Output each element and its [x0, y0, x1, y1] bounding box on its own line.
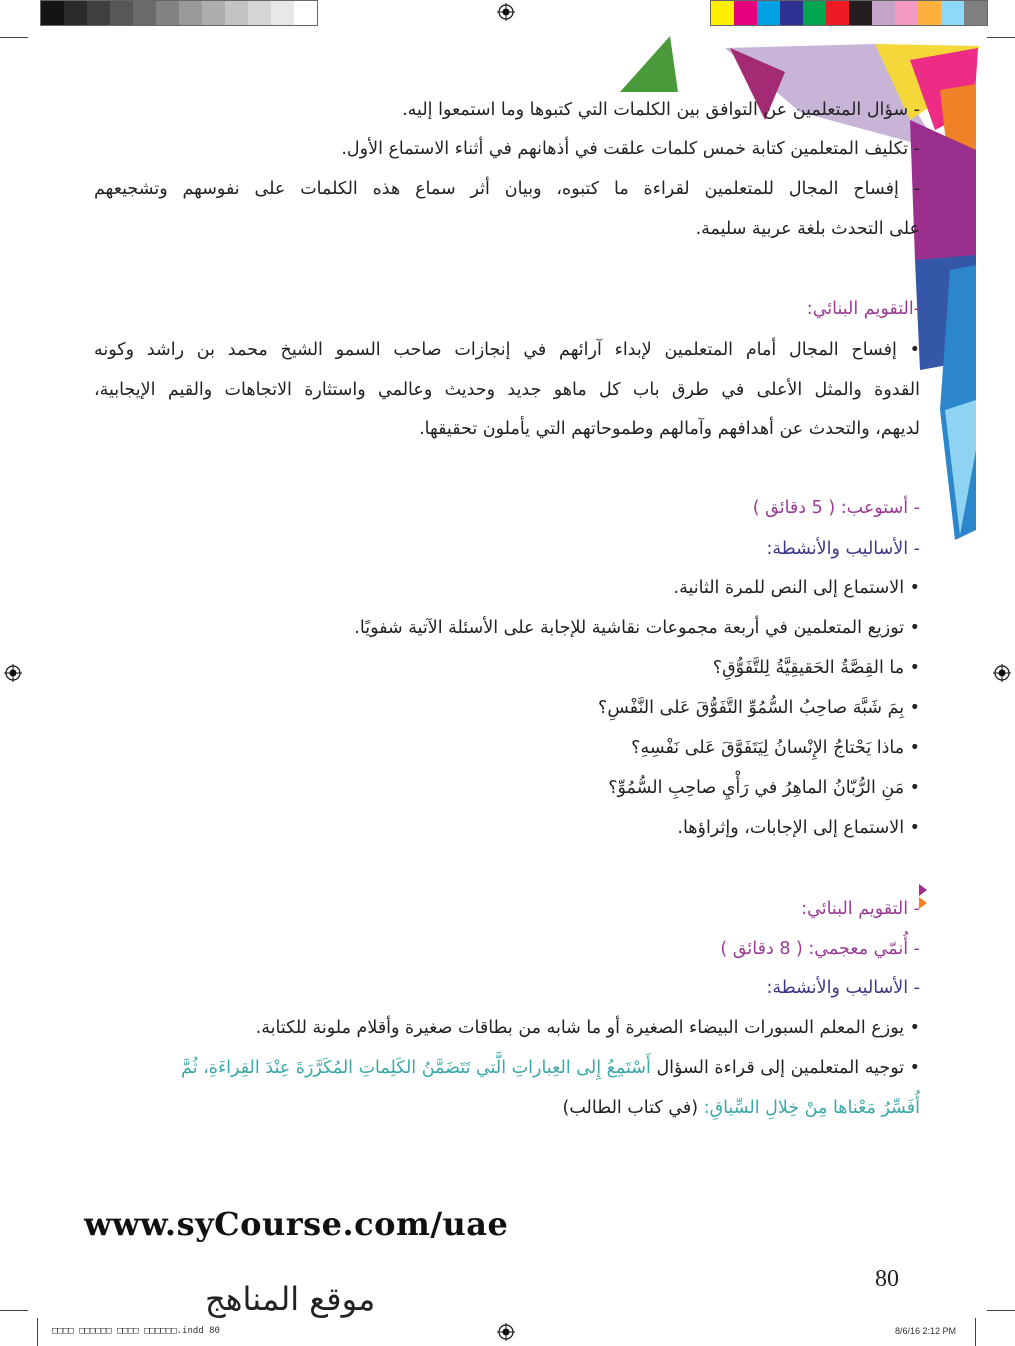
bullet-item: • ماذا يَحْتاجُ الإِنْسانُ لِيَتَفَوَّقَ عَلى نَفْسِهِ؟ — [631, 738, 920, 758]
bullet-item — [181, 1054, 920, 1082]
color-swatch — [110, 1, 133, 25]
page-number: 80 — [875, 1266, 899, 1292]
crop-mark — [0, 1310, 28, 1311]
bullet-item: • توزيع المتعلمين في أربعة مجموعات نقاشية للإجابة على الأسئلة الآتية شفويًا. — [354, 618, 920, 638]
instruction-text: • توجيه المتعلمين إلى قراءة السؤال — [656, 1058, 920, 1078]
registration-mark-icon — [497, 3, 515, 21]
color-swatch — [918, 1, 941, 25]
text-line: القدوة والمثل الأعلى في طرق باب كل ماهو جديد وحديث وعالمي واستثارة الاتجاهات والقيم الإيجابية، — [94, 380, 920, 400]
color-swatch — [248, 1, 271, 25]
site-name: موقع المناهج — [205, 1280, 376, 1318]
color-swatch — [780, 1, 803, 25]
text-line: • إفساح المجال أمام المتعلمين لإبداء آرائهم في إنجازات صاحب السمو الشيخ محمد بن راشد وكونه — [94, 340, 920, 360]
print-timestamp: 8/6/16 2:12 PM — [895, 1326, 957, 1336]
bullet-item: • يوزع المعلم السبورات البيضاء الصغيرة أو ما شابه من بطاقات صغيرة وأقلام ملونة للكتابة. — [255, 1018, 920, 1038]
color-swatch — [64, 1, 87, 25]
registration-mark-icon — [497, 1323, 515, 1341]
color-swatch — [156, 1, 179, 25]
bullet-item: • الاستماع إلى الإجابات، وإثراؤها. — [677, 818, 920, 838]
bullet-item: • بِمَ شَبَّهَ صاحِبُ السُّمُوِّ التَّفَوُّقَ عَلى النَّفْسِ؟ — [598, 698, 920, 718]
crop-mark — [987, 1310, 1015, 1311]
section-heading: - أُنمّي معجمي: ( 8 دقائق ) — [720, 939, 920, 959]
bullet-item: • الاستماع إلى النص للمرة الثانية. — [673, 578, 920, 598]
color-swatch — [225, 1, 248, 25]
section-heading: -التقويم البنائي: — [806, 299, 920, 319]
section-heading: - الأساليب والأنشطة: — [766, 978, 920, 998]
bullet-item — [563, 1094, 920, 1122]
text-line: على التحدث بلغة عربية سليمة. — [695, 219, 920, 239]
color-swatch — [271, 1, 294, 25]
quoted-question: أُفَسِّرُ مَعْناها مِنْ خِلالِ السِّياقِ: — [703, 1098, 920, 1118]
crop-mark — [975, 1318, 976, 1346]
crop-mark — [0, 37, 28, 38]
bullet-item: • مَنِ الرُّبّانُ الماهِرُ في رَأْيِ صاحِبِ السُّمُوِّ؟ — [608, 778, 920, 798]
file-name: □□□□ □□□□□□ □□□□ □□□□□□.indd 80 — [52, 1326, 220, 1336]
color-swatch — [41, 1, 64, 25]
source-note: (في كتاب الطالب) — [562, 1098, 699, 1118]
color-swatch — [179, 1, 202, 25]
color-swatch — [872, 1, 895, 25]
section-heading: - الأساليب والأنشطة: — [766, 539, 920, 559]
color-swatch — [895, 1, 918, 25]
section-heading: - التقويم البنائي: — [801, 899, 920, 919]
color-swatch — [202, 1, 225, 25]
quoted-question: أَسْتَمِعُ إِلى العِباراتِ الَّتي تَتَضَمَّنُ الكَلِماتِ المُكَرَّرَةَ عِنْدَ القِراءَةِ، ثُمَّ — [181, 1058, 651, 1078]
color-swatch — [941, 1, 964, 25]
color-swatch — [294, 1, 317, 25]
color-swatch — [133, 1, 156, 25]
text-line: - إفساح المجال للمتعلمين لقراءة ما كتبوه، وبيان أثر سماع هذه الكلمات على نفوسهم وتشجيعهم — [94, 179, 920, 199]
color-swatch — [734, 1, 757, 25]
color-swatch — [826, 1, 849, 25]
text-line: - سؤال المتعلمين عن التوافق بين الكلمات التي كتبوها وما استمعوا إليه. — [402, 100, 920, 120]
registration-mark-icon — [993, 664, 1011, 682]
text-line: - تكليف المتعلمين كتابة خمس كلمات علقت في أذهانهم في أثناء الاستماع الأول. — [341, 139, 920, 159]
color-swatch — [803, 1, 826, 25]
color-swatch — [964, 1, 987, 25]
crop-mark — [37, 1318, 38, 1346]
section-heading: - أستوعب: ( 5 دقائق ) — [752, 498, 920, 518]
website-url: www.syCourse.com/uae — [84, 1205, 509, 1243]
color-swatch — [87, 1, 110, 25]
color-swatch — [849, 1, 872, 25]
text-line: لديهم، والتحدث عن أهدافهم وآمالهم وطموحاتهم التي يأملون تحقيقها. — [419, 419, 920, 439]
registration-mark-icon — [4, 664, 22, 682]
bullet-item: • ما القِصَّةُ الحَقيقِيَّةُ لِلتَّفَوُّقِ؟ — [712, 658, 920, 678]
color-swatch — [711, 1, 734, 25]
color-calibration-strip — [710, 0, 988, 26]
color-swatch — [757, 1, 780, 25]
grayscale-calibration-strip — [40, 0, 318, 26]
